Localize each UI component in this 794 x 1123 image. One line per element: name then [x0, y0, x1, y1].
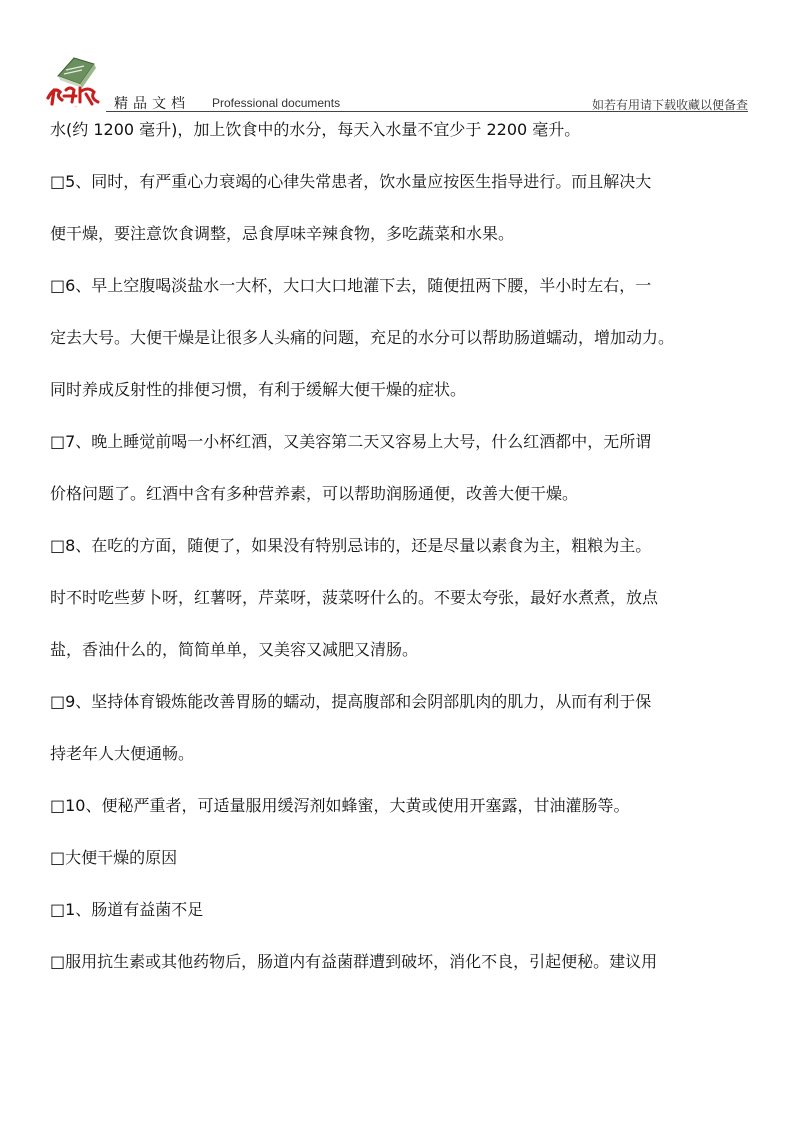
document-body	[50, 120, 780, 972]
text-line: 价格问题了。红酒中含有多种营养素，可以帮助润肠通便，改善大便干燥。	[50, 484, 579, 503]
header-title: 精品文档	[114, 96, 190, 112]
book-logo-icon	[44, 46, 106, 108]
page-header	[0, 0, 794, 112]
text-line: □大便干燥的原因	[50, 848, 178, 867]
text-line: □8、在吃的方面，随便了，如果没有特别忌讳的，还是尽量以素食为主，粗粮为主。	[50, 536, 652, 555]
text-line: 定去大号。大便干燥是让很多人头痛的问题，充足的水分可以帮助肠道蠕动，增加动力。	[50, 328, 675, 347]
text-line: □5、同时，有严重心力衰竭的心律失常患者，饮水量应按医生指导进行。而且解决大	[50, 172, 652, 191]
text-line: 持老年人大便通畅。	[50, 744, 195, 763]
logo-text: 知识	[75, 107, 77, 108]
text-line: 同时养成反射性的排便习惯，有利于缓解大便干燥的症状。	[50, 380, 467, 399]
text-line: □6、早上空腹喝淡盐水一大杯，大口大口地灌下去，随便扭两下腰，半小时左右，一	[50, 276, 652, 295]
text-line: □服用抗生素或其他药物后，肠道内有益菌群遭到破坏，消化不良，引起便秘。建议用	[50, 952, 658, 971]
header-subtitle: Professional documents	[212, 96, 341, 110]
text-line: □9、坚持体育锻炼能改善胃肠的蠕动，提高腹部和会阴部肌肉的肌力，从而有利于保	[50, 692, 652, 711]
text-line: □10、便秘严重者，可适量服用缓泻剂如蜂蜜，大黄或使用开塞露，甘油灌肠等。	[50, 796, 630, 815]
text-line: 水(约 1200 毫升)，加上饮食中的水分，每天入水量不宜少于 2200 毫升。	[50, 120, 581, 139]
text-line: □7、晚上睡觉前喝一小杯红酒，又美容第二天又容易上大号，什么红酒都中，无所谓	[50, 432, 652, 451]
text-line: □1、肠道有益菌不足	[50, 900, 204, 919]
header-divider	[106, 111, 748, 112]
text-line: 便干燥，要注意饮食调整，忌食厚味辛辣食物，多吃蔬菜和水果。	[50, 224, 515, 243]
text-line: 时不时吃些萝卜呀，红薯呀，芹菜呀，菠菜呀什么的。不要太夸张，最好水煮煮，放点	[50, 588, 659, 607]
text-line: 盐，香油什么的，简简单单，又美容又减肥又清肠。	[50, 640, 419, 659]
header-download-note: 如若有用请下载收藏以便备查	[591, 98, 748, 112]
